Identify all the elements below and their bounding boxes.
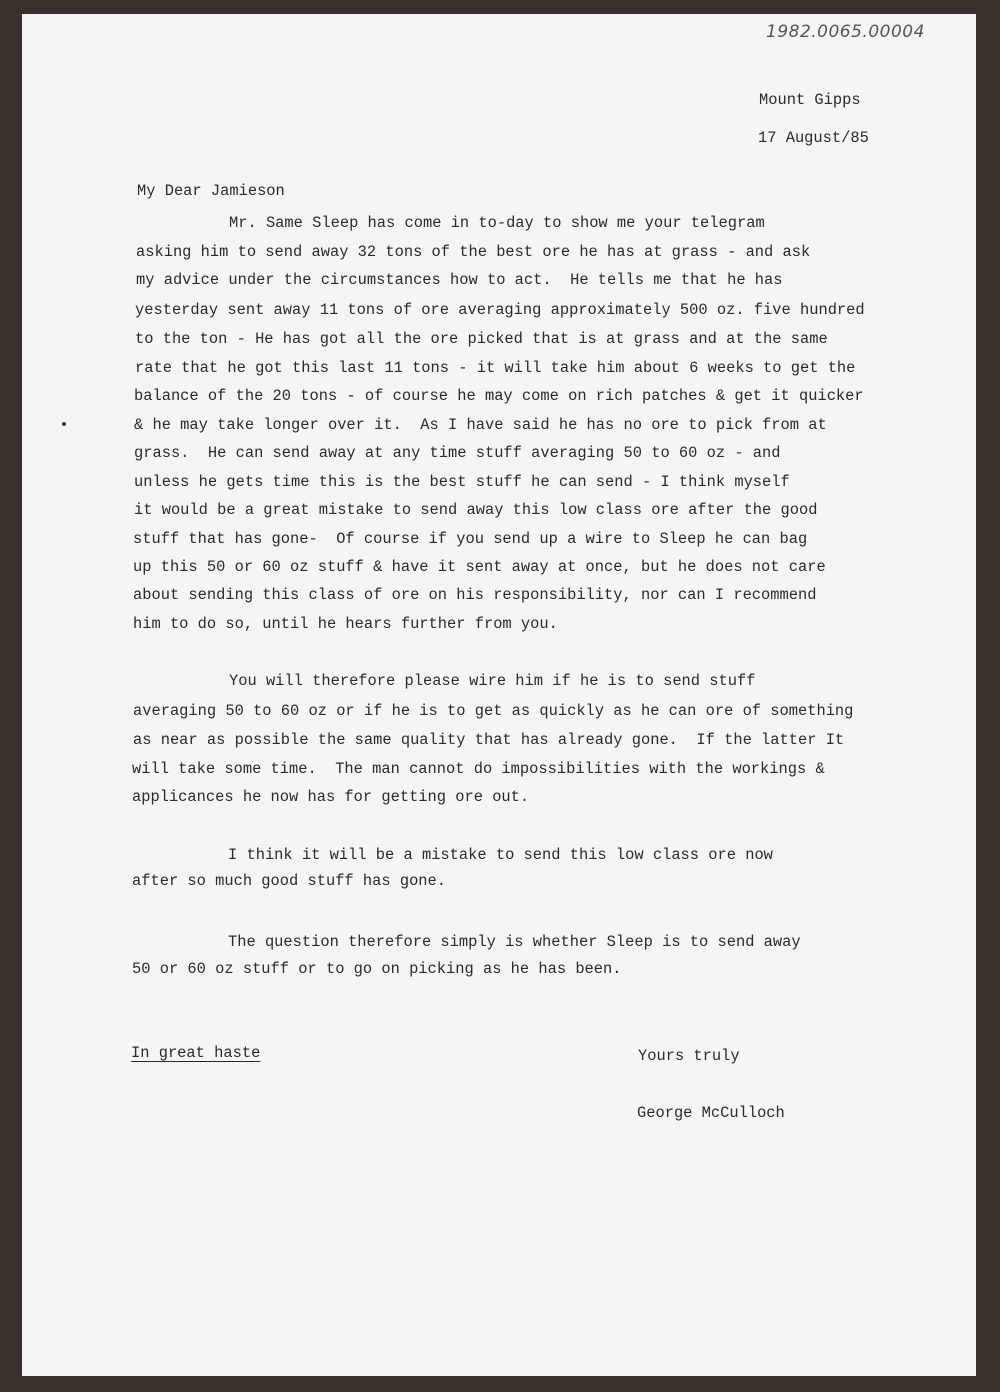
letter-place: Mount Gipps (759, 91, 861, 109)
paragraph-line: grass. He can send away at any time stuff averaging 50 to 60 oz - and (134, 444, 781, 462)
catalog-number: 1982.0065.00004 (766, 22, 925, 42)
paragraph-line: my advice under the circumstances how to act. He tells me that he has (136, 271, 783, 289)
paragraph-line: asking him to send away 32 tons of the best ore he has at grass - and ask (136, 243, 811, 261)
paragraph-line: unless he gets time this is the best stuff he can send - I think myself (134, 473, 790, 491)
postscript-note: In great haste (131, 1044, 261, 1062)
paragraph-line: You will therefore please wire him if he is to send stuff (229, 672, 756, 690)
paragraph-line: averaging 50 to 60 oz or if he is to get as quickly as he can ore of something (133, 702, 854, 720)
paragraph-line: rate that he got this last 11 tons - it will take him about 6 weeks to get the (135, 359, 856, 377)
paragraph-line: 50 or 60 oz stuff or to go on picking as he has been. (132, 960, 622, 978)
paragraph-line: & he may take longer over it. As I have said he has no ore to pick from at (134, 416, 827, 434)
paragraph-line: about sending this class of ore on his responsibility, nor can I recommend (133, 586, 817, 604)
paragraph-line: him to do so, until he hears further from you. (133, 615, 558, 633)
paragraph-line: yesterday sent away 11 tons of ore averaging approximately 500 oz. five hundred (135, 301, 865, 319)
letter-date: 17 August/85 (758, 129, 869, 147)
paragraph-line: Mr. Same Sleep has come in to-day to show me your telegram (229, 214, 765, 232)
paragraph-line: I think it will be a mistake to send this low class ore now (228, 846, 773, 864)
paragraph-line: it would be a great mistake to send away this low class ore after the good (134, 501, 818, 519)
paragraph-line: to the ton - He has got all the ore picked that is at grass and at the same (135, 330, 828, 348)
salutation: My Dear Jamieson (137, 182, 285, 200)
paragraph-line: applicances he now has for getting ore out. (132, 788, 530, 806)
paragraph-line: The question therefore simply is whether Sleep is to send away (228, 933, 801, 951)
closing: Yours truly (638, 1047, 740, 1065)
signature-name: George McCulloch (637, 1104, 785, 1122)
paragraph-line: stuff that has gone- Of course if you send up a wire to Sleep he can bag (133, 530, 808, 548)
stray-mark (62, 422, 66, 426)
paragraph-line: up this 50 or 60 oz stuff & have it sent away at once, but he does not care (133, 558, 826, 576)
paragraph-line: will take some time. The man cannot do impossibilities with the workings & (132, 760, 825, 778)
paragraph-line: balance of the 20 tons - of course he may come on rich patches & get it quicker (134, 387, 864, 405)
paragraph-line: as near as possible the same quality that has already gone. If the latter It (133, 731, 845, 749)
paragraph-line: after so much good stuff has gone. (132, 872, 447, 890)
